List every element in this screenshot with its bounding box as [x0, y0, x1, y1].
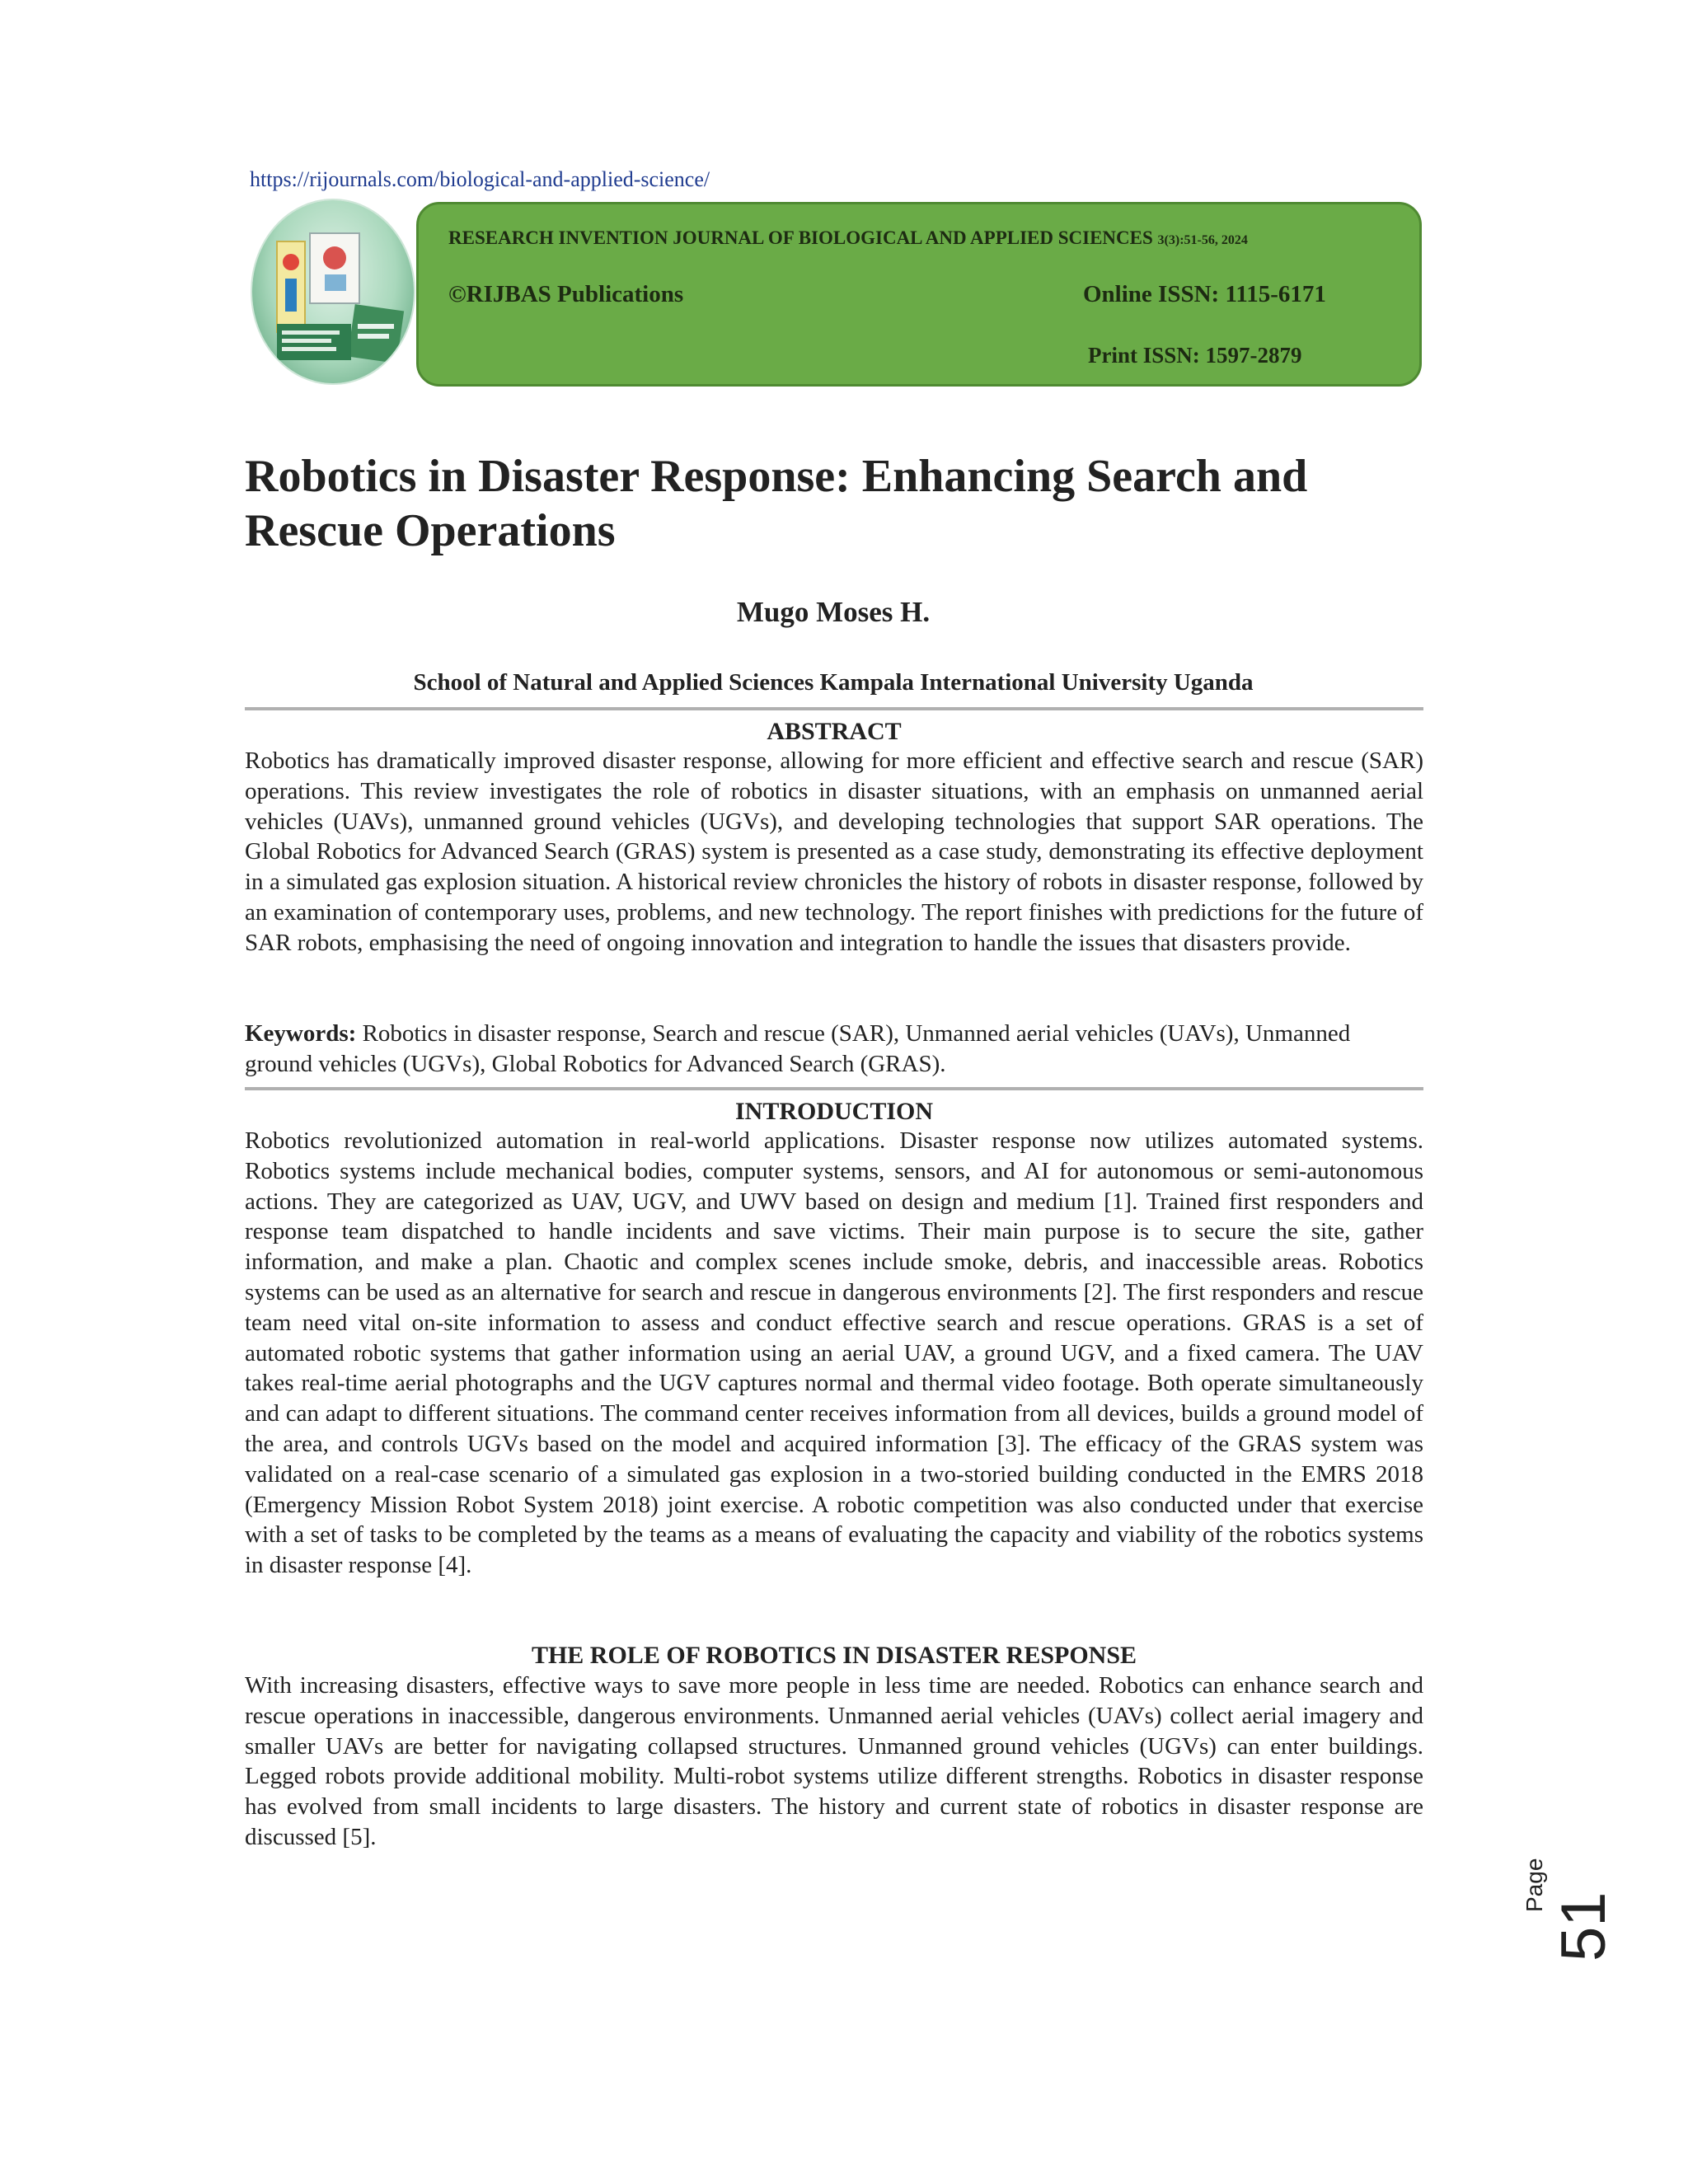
article-title: Robotics in Disaster Response: Enhancing Search and Rescue Operations [245, 451, 1308, 556]
page-number-value: 51 [1549, 1891, 1619, 1961]
article-author: Mugo Moses H. [736, 596, 931, 628]
author-affiliation: School of Natural and Applied Sciences Kampala International University Uganda [413, 669, 1254, 696]
divider-bottom [245, 1087, 1423, 1090]
abstract-heading: ABSTRACT [767, 718, 902, 745]
keywords [245, 1019, 1423, 1080]
divider-top [245, 707, 1423, 710]
online-issn: Online ISSN: 1115-6171 [1083, 281, 1326, 307]
publisher-label: ©RIJBAS Publications [448, 281, 684, 307]
journal-volume: 3(3):51-56, 2024 [1157, 233, 1248, 247]
introduction-heading: INTRODUCTION [734, 1098, 934, 1125]
journal-header-banner [416, 202, 1422, 387]
role-section-text: With increasing disasters, effective ways to save more people in less time are needed. Robotics can enhance search and rescue operations in inaccessible, dangerous environments. Unmanned aerial vehicles (UAVs) collect aerial imagery and smaller UAVs are better for navigating collapsed structures. Unmanned ground vehicles (UGVs) can enter buildings. Legged robots provide additional mobility. Multi-robot systems utilize different strengths. Robotics in disaster response has evolved from small incidents to large disasters. The history and current state of robotics in disaster response are discussed [5]. [245, 1672, 1423, 1850]
journal-title-text: RESEARCH INVENTION JOURNAL OF BIOLOGICAL AND APPLIED SCIENCES [448, 227, 1153, 248]
introduction-text: Robotics revolutionized automation in real-world applications. Disaster response now utilizes automated systems. Robotics systems include mechanical bodies, computer systems, sensors, and AI for autonomous or semi-autonomous actions. They are categorized as UAV, UGV, and UWV based on design and medium [1]. Trained first responders and response team dispatched to handle incidents and save victims. Their main purpose is to secure the site, gather information, and make a plan. Chaotic and complex scenes include smoke, debris, and inaccessible areas. Robotics systems can be used as an alternative for search and rescue in dangerous environments [2]. The first responders and rescue team need vital on-site information to assess and conduct effective search and rescue operations. GRAS is a set of automated robotic systems that gather information using an aerial UAV, a ground UGV, and a fixed camera. The UAV takes real-time aerial photographs and the UGV captures normal and thermal video footage. Both operate simultaneously and can adapt to different situations. The command center receives information from all devices, builds a ground model of the area, and controls UGVs based on the model and acquired information [3]. The efficacy of the GRAS system was validated on a real-case scenario of a simulated gas explosion in a two-storied building conducted in the EMRS 2018 (Emergency Mission Robot System 2018) joint exercise. A robotic competition was also conducted under that exercise with a set of tasks to be completed by the teams as a means of evaluating the capacity and viability of the robotics systems in disaster response [4]. [245, 1127, 1423, 1579]
print-issn: Print ISSN: 1597-2879 [1088, 343, 1302, 368]
keywords-label: Keywords: [245, 1020, 357, 1047]
page-number [1512, 1821, 1619, 1970]
journal-url-link[interactable]: https://rijournals.com/biological-and-applied-science/ [250, 167, 710, 191]
page-label: Page [1522, 1858, 1547, 1912]
keywords-text: Robotics in disaster response, Search and rescue (SAR), Unmanned aerial vehicles (UAVs), Unmanned ground vehicles (UGVs), Global Robotics for Advanced Search (GRAS). [245, 1020, 1351, 1077]
journal-cover-logo [252, 200, 414, 383]
journal-name [448, 227, 1248, 249]
abstract-text: Robotics has dramatically improved disaster response, allowing for more efficient and effective search and rescue (SAR) operations. This review investigates the role of robotics in disaster situations, with an emphasis on unmanned aerial vehicles (UAVs), unmanned ground vehicles (UGVs), and developing technologies that support SAR operations. The Global Robotics for Advanced Search (GRAS) system is presented as a case study, demonstrating its effective deployment in a simulated gas explosion situation. A historical review chronicles the history of robots in disaster response, followed by an examination of contemporary uses, problems, and new technology. The report finishes with predictions for the future of SAR robots, emphasising the need of ongoing innovation and integration to handle the issues that disasters provide. [245, 748, 1423, 956]
role-section-heading: THE ROLE OF ROBOTICS IN DISASTER RESPONSE [531, 1642, 1137, 1669]
